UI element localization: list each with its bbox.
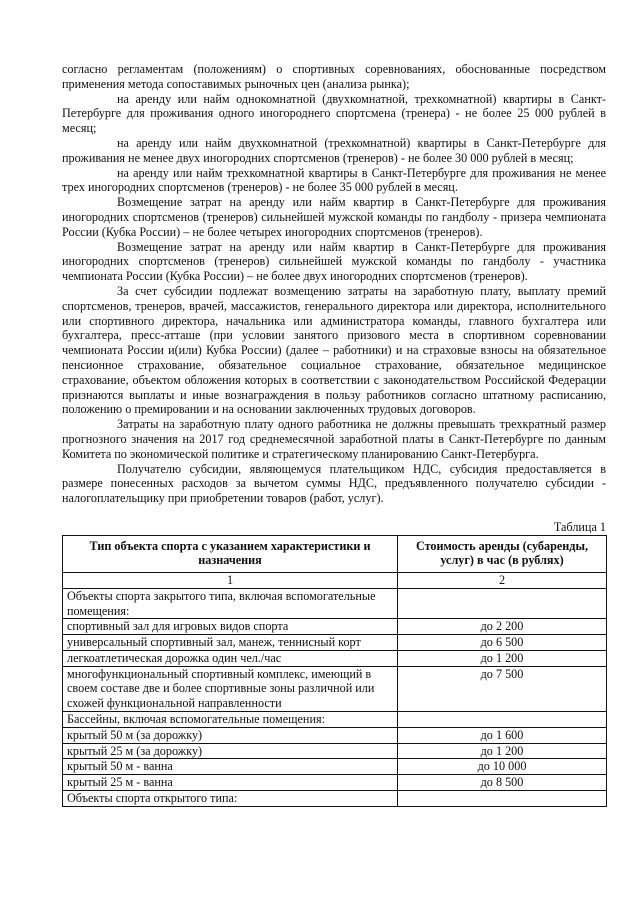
table-row [63, 743, 607, 759]
column-number-1: 1 [63, 572, 398, 588]
cost-cell: до 10 000 [398, 759, 607, 775]
table-caption: Таблица 1 [553, 519, 606, 534]
paragraph-3: на аренду или найм двухкомнатной (трехкомнатной) квартиры в Санкт-Петербурге для проживания не менее двух иногородних спортсменов (тренеров) - не более 30 000 рублей в месяц; [62, 135, 606, 165]
header-object-type: Тип объекта спорта с указанием характеристики и назначения [63, 535, 398, 572]
object-type-cell: Объекты спорта открытого типа: [63, 791, 398, 807]
cost-cell: до 2 200 [398, 619, 607, 635]
paragraph-8: Затраты на заработную плату одного работника не должны превышать трехкратный размер прогнозного значения на 2017 год среднемесячной заработной платы в Санкт-Петербурге по данным Комитета по экономической политике и стратегическому планированию Санкт-Петербурга. [62, 417, 606, 461]
cost-cell: до 1 600 [398, 727, 607, 743]
table-row [63, 650, 607, 666]
cost-cell: до 1 200 [398, 650, 607, 666]
column-number-2: 2 [398, 572, 607, 588]
cost-cell [398, 712, 607, 728]
object-type-cell: Бассейны, включая вспомогательные помещения: [63, 712, 398, 728]
object-type-cell: крытый 50 м - ванна [63, 759, 398, 775]
object-type-cell: универсальный спортивный зал, манеж, теннисный корт [63, 635, 398, 651]
object-type-cell: крытый 25 м - ванна [63, 775, 398, 791]
table-row [63, 791, 607, 807]
table-row [63, 759, 607, 775]
object-type-cell: спортивный зал для игровых видов спорта [63, 619, 398, 635]
table-row [63, 635, 607, 651]
header-rent-cost: Стоимость аренды (субаренды, услуг) в час (в рублях) [398, 535, 607, 572]
object-type-cell: многофункциональный спортивный комплекс, имеющий в своем составе две и более спортивные зоны различной или схожей функциональной направленности [63, 666, 398, 711]
table-row [63, 727, 607, 743]
paragraph-1: согласно регламентам (положениям) о спортивных соревнованиях, обоснованные посредством применения метода сопоставимых рыночных цен (анализа рынка); [62, 62, 606, 91]
cost-cell: до 8 500 [398, 775, 607, 791]
rent-cost-table [62, 535, 607, 807]
table-row [63, 775, 607, 791]
paragraph-7: За счет субсидии подлежат возмещению затраты на заработную плату, выплату премий спортсменов, тренеров, врачей, массажистов, генерального директора или директора, исполнительного или спортивного директора, начальника или администратора команды, главного бухгалтера или бухгалтера, пресс-атташе (при условии занятого призового места в спортивном соревновании чемпионата России и(или) Кубка России) (далее – работники) и на страховые взносы на обязательное пенсионное страхование, обязательное социальное страхование, обязательное медицинское страхование, объектом обложения которых в соответствии с законодательством Российской Федерации признаются выплаты и иные вознаграждения в пользу работников согласно штатному расписанию, положению о премировании и на основании заключенных трудовых договоров. [62, 283, 606, 417]
object-type-cell: легкоатлетическая дорожка один чел./час [63, 650, 398, 666]
paragraph-9: Получателю субсидии, являющемуся плательщиком НДС, субсидия предоставляется в размере понесенных расходов за вычетом суммы НДС, предъявленного получателю субсидии - налогоплательщику при приобретении товаров (работ, услуг). [62, 461, 606, 506]
object-type-cell: крытый 50 м (за дорожку) [63, 727, 398, 743]
paragraph-4: на аренду или найм трехкомнатной квартиры в Санкт-Петербурге для проживания не менее трех иногородних спортсменов (тренеров) - не более 35 000 рублей в месяц. [62, 165, 606, 195]
cost-cell [398, 588, 607, 619]
table-row [63, 712, 607, 728]
paragraph-2: на аренду или найм однокомнатной (двухкомнатной, трехкомнатной) квартиры в Санкт-Петербурге для проживания одного иногороднего спортсмена (тренера) - не более 25 000 рублей в месяц; [62, 91, 606, 136]
document-page [62, 62, 606, 807]
paragraph-6: Возмещение затрат на аренду или найм квартир в Санкт-Петербурге для проживания иногородних спортсменов (тренеров) сильнейшей мужской команды по гандболу - участника чемпионата России (Кубка России) – не более двух иногородних спортсменов (тренеров). [62, 239, 606, 284]
cost-cell [398, 791, 607, 807]
cost-cell: до 6 500 [398, 635, 607, 651]
paragraph-5: Возмещение затрат на аренду или найм квартир в Санкт-Петербурге для проживания иногородних спортсменов (тренеров) сильнейшей мужской команды по гандболу - призера чемпионата России (Кубка России) – не более четырех иногородних спортсменов (тренеров). [62, 195, 606, 239]
object-type-cell: Объекты спорта закрытого типа, включая вспомогательные помещения: [63, 588, 398, 619]
table-row [63, 666, 607, 711]
column-number-row [63, 572, 607, 588]
object-type-cell: крытый 25 м (за дорожку) [63, 743, 398, 759]
table-header-row [63, 535, 607, 572]
table-row [63, 619, 607, 635]
body-text [62, 62, 606, 506]
cost-cell: до 7 500 [398, 666, 607, 711]
cost-cell: до 1 200 [398, 743, 607, 759]
table-row [63, 588, 607, 619]
